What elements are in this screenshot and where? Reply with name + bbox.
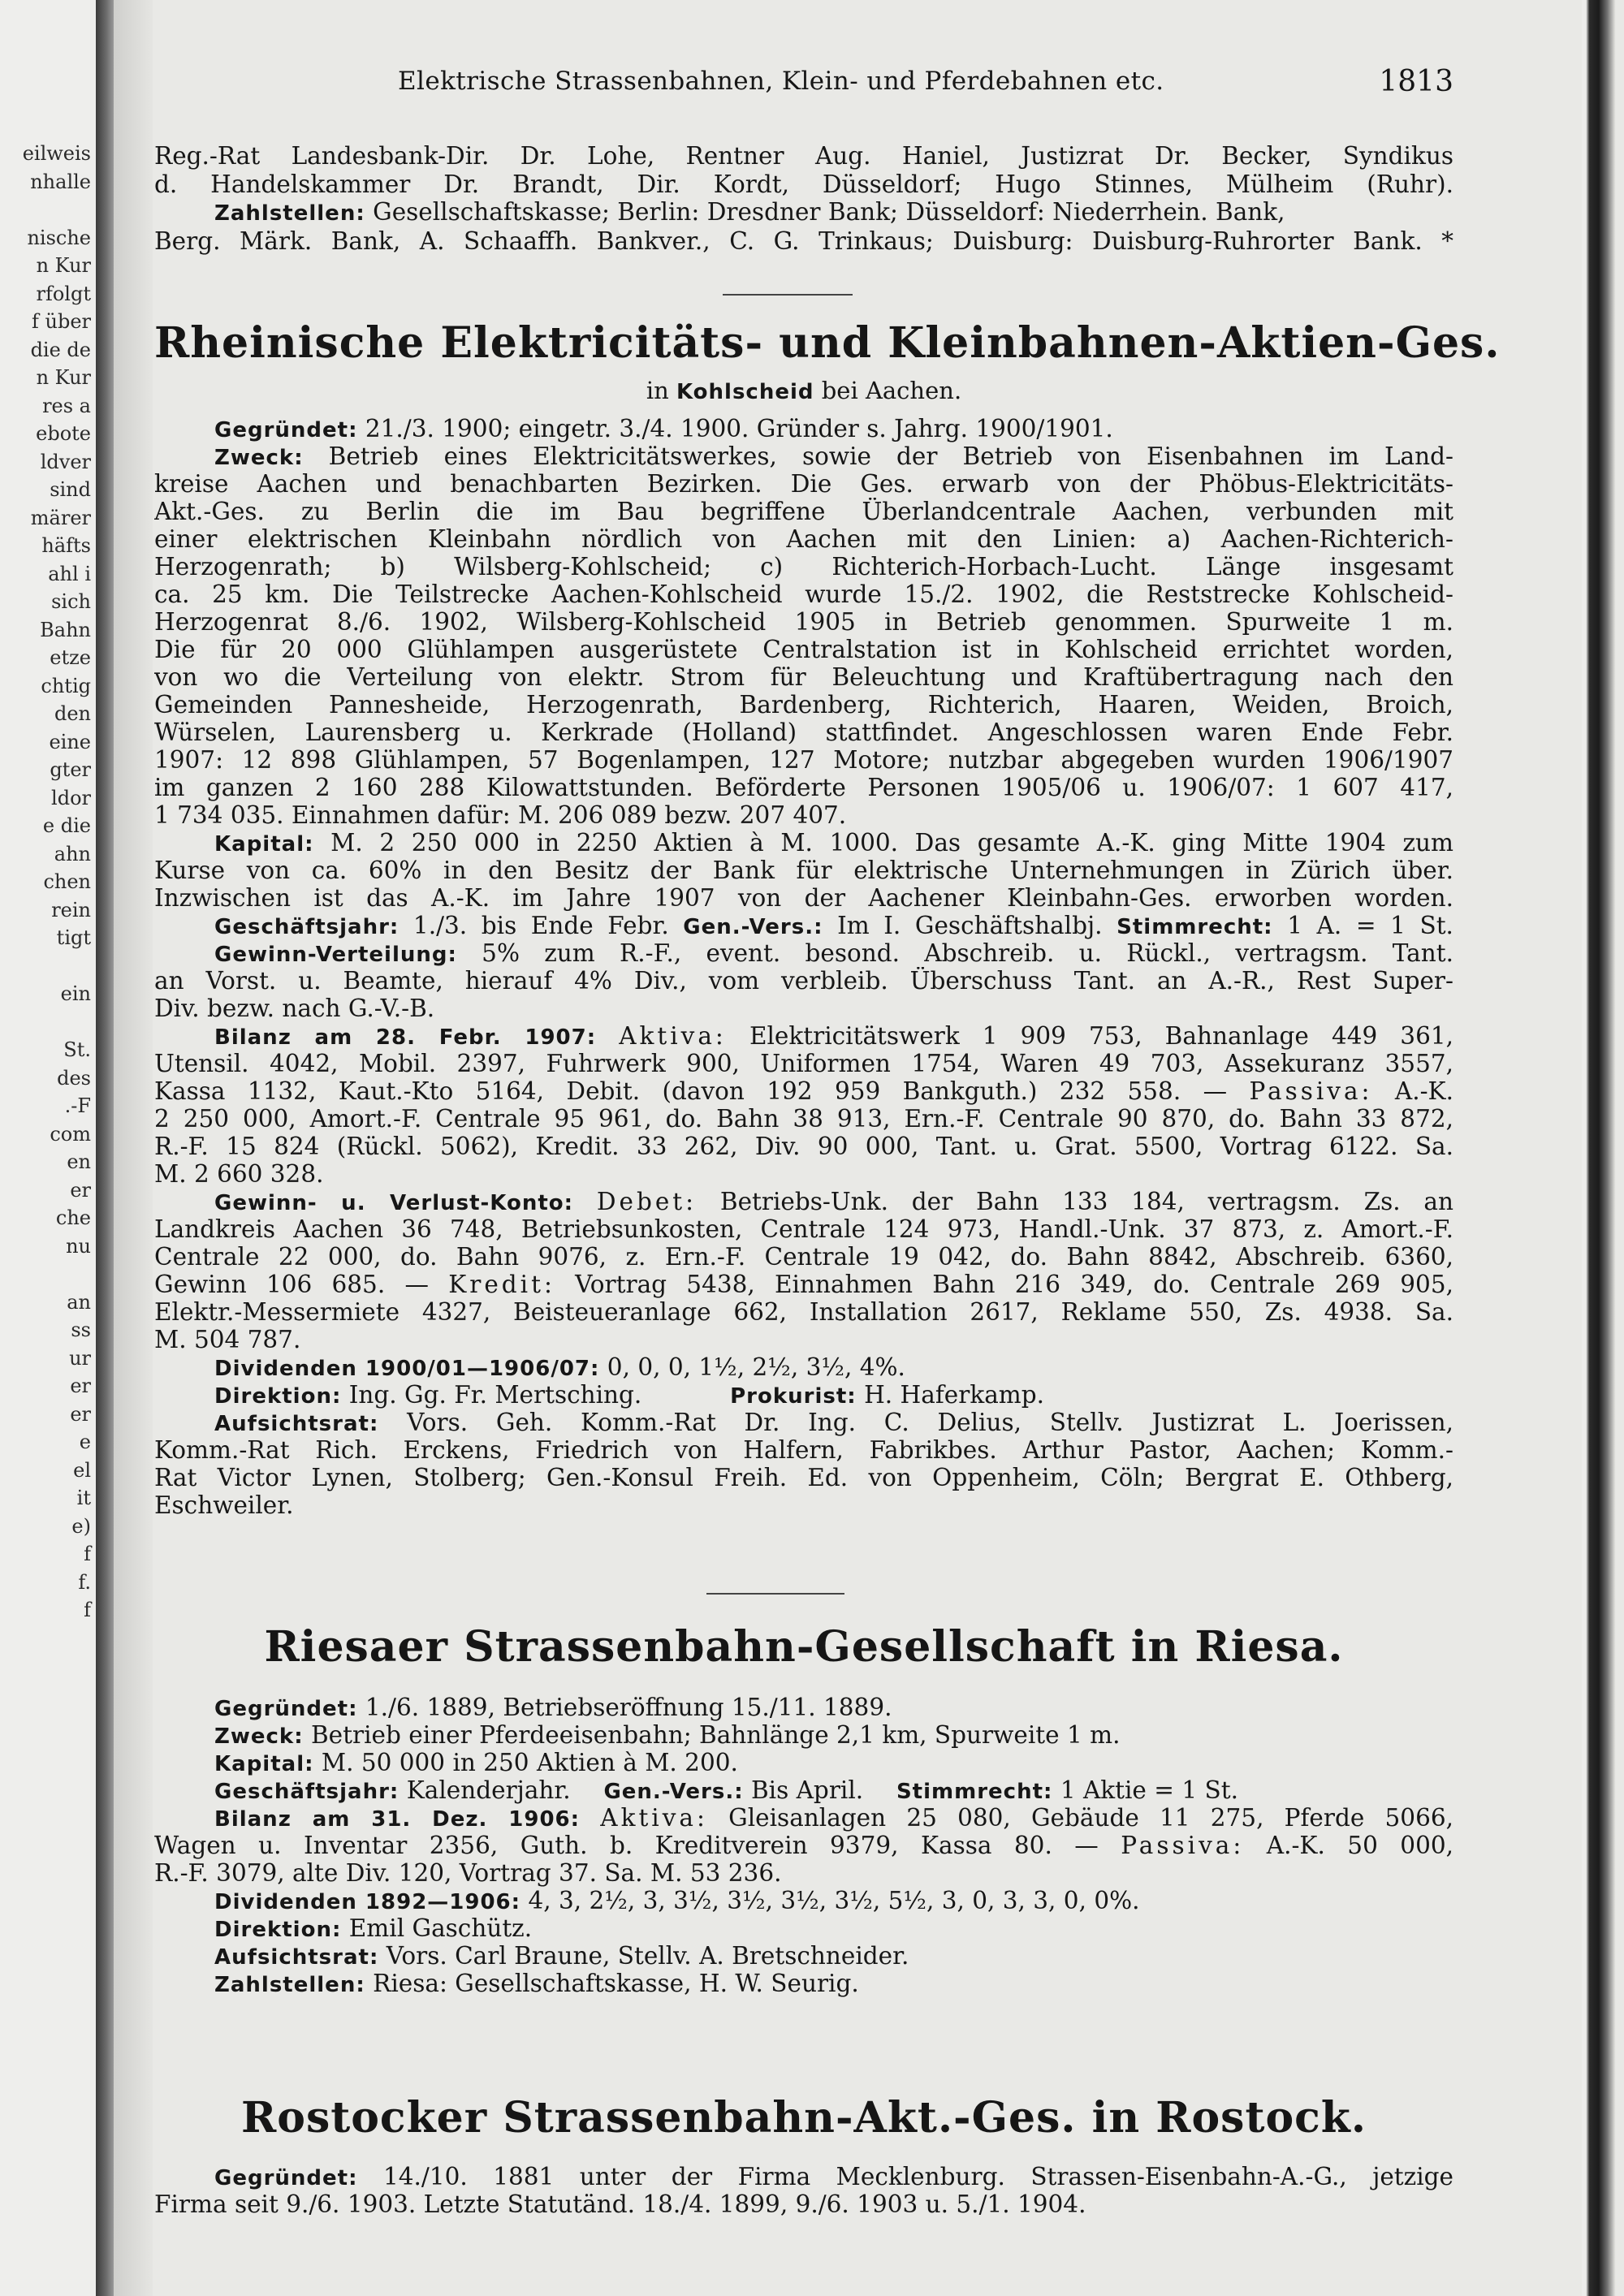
line-part: A.-K.	[1394, 1077, 1453, 1105]
field-value: 0, 0, 0, 1½, 2½, 3½, 4%.	[607, 1353, 905, 1381]
dividenden-entry	[214, 1887, 1453, 1916]
line-part: Vortrag 5438, Einnahmen Bahn 216 349, do. Centrale 269 905,	[575, 1271, 1453, 1298]
text-line: Utensil. 4042, Mobil. 2397, Fuhrwerk 900, Uniformen 1754, Waren 49 703, Assekuranz 3557,	[154, 1050, 1453, 1077]
zweck-entry	[214, 1721, 1453, 1750]
adjacent-page-fragment: ur	[69, 1346, 91, 1370]
field-key: Dividenden 1900/01—1906/07:	[214, 1357, 600, 1381]
field-key: Stimmrecht:	[896, 1780, 1053, 1804]
zweck-entry	[214, 442, 1453, 472]
field-value: 14./10. 1881 unter der Firma Mecklenburg. Strassen-Eisenbahn-A.-G., jetzige	[382, 2163, 1453, 2190]
adjacent-page-fragment: ahn	[54, 842, 91, 865]
debet-label: Debet:	[596, 1188, 698, 1215]
field-value: Gleisanlagen 25 080, Gebäude 11 275, Pferde 5066,	[728, 1804, 1453, 1832]
adjacent-page-fragment: St.	[63, 1038, 91, 1061]
field-key: Kapital:	[214, 1752, 314, 1776]
field-key: Gegründet:	[214, 1697, 358, 1721]
line-part: Kassa 1132, Kaut.-Kto 5164, Debit. (davon 192 959 Bankguth.) 232 558. —	[154, 1077, 1228, 1105]
field-value: Vors. Geh. Komm.-Rat Dr. Ing. C. Delius, Stellv. Justizrat L. Joerissen,	[407, 1409, 1453, 1436]
text-line: Div. bezw. nach G.-V.-B.	[154, 995, 435, 1022]
field-value: Ing. Gg. Fr. Mertsching.	[348, 1381, 642, 1409]
adjacent-page-fragment: f	[84, 1599, 91, 1621]
adjacent-page-fragment: e)	[71, 1514, 91, 1538]
text-line: R.-F. 3079, alte Div. 120, Vortrag 37. Sa. M. 53 236.	[154, 1859, 782, 1887]
gegruendet-entry	[214, 1694, 1453, 1723]
text-line: Die für 20 000 Glühlampen ausgerüstete Centralstation ist in Kohlscheid errichtet worden,	[154, 636, 1453, 663]
field-value: Vors. Carl Braune, Stellv. A. Bretschneider.	[386, 1942, 909, 1970]
adjacent-page-fragment: com	[50, 1122, 91, 1146]
adjacent-page-fragment: en	[67, 1150, 91, 1173]
text-line: von wo die Verteilung von elektr. Strom für Beleuchtung und Kraftübertragung nach den	[154, 663, 1453, 691]
adjacent-page-fragment: rein	[51, 898, 91, 921]
text-line: 1907: 12 898 Glühlampen, 57 Bogenlampen, 127 Motore; nutzbar abgegeben wurden 1906/1907	[154, 746, 1453, 774]
aktiva-label: Aktiva:	[619, 1022, 727, 1050]
company-title: Rostocker Strassenbahn-Akt.-Ges. in Rostock.	[241, 2093, 1367, 2143]
adjacent-page-fragment: n Kur	[36, 366, 91, 389]
adjacent-page-fragment: an	[67, 1290, 91, 1314]
field-key: Gewinn- u. Verlust-Konto:	[214, 1191, 574, 1215]
adjacent-page-fragment: er	[70, 1375, 91, 1397]
field-value: M. 50 000 in 250 Aktien à M. 200.	[321, 1749, 738, 1776]
section-divider	[723, 294, 853, 296]
field-key: Gen.-Vers.:	[683, 915, 823, 939]
company-title: Rheinische Elektricitäts- und Kleinbahnen-Aktien-Ges.	[154, 318, 1501, 368]
text-line	[154, 1271, 1453, 1298]
field-key: Zweck:	[214, 446, 304, 470]
field-value: 1./3. bis Ende Febr.	[412, 912, 669, 939]
field-key: Direktion:	[214, 1918, 342, 1942]
adjacent-page-fragment: gter	[50, 758, 91, 781]
adjacent-page-fragment: etze	[50, 646, 91, 669]
line-part: Gewinn 106 685. —	[154, 1271, 429, 1298]
aufsichtsrat-entry	[214, 1409, 1453, 1438]
location-place: Kohlscheid	[676, 380, 814, 404]
text-line: Firma seit 9./6. 1903. Letzte Statutänd. 18./4. 1899, 9./6. 1903 u. 5./1. 1904.	[154, 2190, 1086, 2218]
field-key: Zahlstellen:	[214, 1973, 365, 1997]
adjacent-page-fragment: häfts	[41, 534, 91, 557]
text-line: Herzogenrat 8./6. 1902, Wilsberg-Kohlscheid 1905 in Betrieb genommen. Spurweite 1 m.	[154, 608, 1453, 636]
field-value: 4, 3, 2½, 3, 3½, 3½, 3½, 3½, 5½, 3, 0, 3, 3, 0, 0%.	[528, 1887, 1140, 1914]
adjacent-page-fragment: f	[84, 1543, 91, 1565]
adjacent-page-fragment: che	[55, 1206, 91, 1229]
field-key: Zahlstellen:	[214, 201, 365, 226]
text-line: Rat Victor Lynen, Stolberg; Gen.-Konsul Freih. Ed. von Oppenheim, Cöln; Bergrat E. Othberg,	[154, 1464, 1453, 1491]
adjacent-page-fragment: f.	[78, 1570, 91, 1594]
field-value: Bis April.	[751, 1776, 864, 1804]
adjacent-page-fragment: nu	[66, 1234, 91, 1258]
adjacent-page-fragment: ebote	[36, 422, 91, 445]
field-value: 1./6. 1889, Betriebseröffnung 15./11. 1889.	[365, 1694, 892, 1721]
adjacent-page-fragment: tigt	[56, 926, 91, 949]
adjacent-page-fragment: nhalle	[30, 170, 91, 193]
field-value: 5% zum R.-F., event. besond. Abschreib. u. Rückl., vertragsm. Tant.	[482, 939, 1453, 967]
passiva-label: Passiva:	[1121, 1832, 1245, 1859]
kapital-entry	[214, 829, 1453, 858]
field-key: Aufsichtsrat:	[214, 1412, 379, 1436]
aufsichtsrat-entry	[214, 1942, 1453, 1971]
field-value: H. Haferkamp.	[864, 1381, 1045, 1409]
field-value: Kalenderjahr.	[406, 1776, 571, 1804]
direktion-entry	[214, 1381, 1453, 1410]
field-key: Gen.-Vers.:	[603, 1780, 744, 1804]
text-line: Inzwischen ist das A.-K. im Jahre 1907 von der Aachener Kleinbahn-Ges. erworben worden.	[154, 884, 1453, 912]
adjacent-page-fragment: it	[76, 1487, 91, 1509]
text-line: einer elektrischen Kleinbahn nördlich von Aachen mit den Linien: a) Aachen-Richterich-	[154, 525, 1453, 553]
adjacent-page-fragment: ss	[71, 1318, 91, 1341]
gegruendet-entry	[214, 2163, 1453, 2192]
text-line: an Vorst. u. Beamte, hierauf 4% Div., vom verbleib. Überschuss Tant. an A.-R., Rest Super-	[154, 967, 1453, 995]
text-line: ca. 25 km. Die Teilstrecke Aachen-Kohlscheid wurde 15./2. 1902, die Reststrecke Kohlscheid-	[154, 580, 1453, 608]
adjacent-page-fragment: res a	[42, 394, 91, 417]
field-value: 1 A. = 1 St.	[1287, 912, 1453, 939]
field-key: Geschäftsjahr:	[214, 1780, 400, 1804]
gewinnverteilung-entry	[214, 939, 1453, 969]
intro-line: d. Handelskammer Dr. Brandt, Dir. Kordt, Düsseldorf; Hugo Stinnes, Mülheim (Ruhr).	[154, 170, 1453, 198]
direktion-entry	[214, 1914, 1453, 1944]
gegruendet-entry	[214, 415, 1453, 444]
aktiva-label: Aktiva:	[600, 1804, 708, 1832]
adjacent-page-fragment: des	[57, 1066, 91, 1090]
adjacent-page-fragment: eine	[49, 730, 91, 753]
running-title: Elektrische Strassenbahnen, Klein- und Pferdebahnen etc.	[398, 67, 1164, 96]
adjacent-page-fragment: .-F	[64, 1094, 91, 1117]
adjacent-page-fragment: sind	[50, 478, 91, 501]
field-key: Zweck:	[214, 1724, 304, 1749]
text-line: Herzogenrath; b) Wilsberg-Kohlscheid; c) Richterich-Horbach-Lucht. Länge insgesamt	[154, 553, 1453, 580]
adjacent-page-fragment: n Kur	[36, 254, 91, 277]
text-line: 2 250 000, Amort.-F. Centrale 95 961, do. Bahn 38 913, Ern.-F. Centrale 90 870, do. Bahn 33 872,	[154, 1105, 1453, 1133]
running-head	[154, 67, 1453, 107]
adjacent-page-fragment: ldor	[51, 786, 91, 809]
adjacent-page-fragment: ldver	[40, 450, 91, 473]
field-value: Elektricitätswerk 1 909 753, Bahnanlage 449 361,	[749, 1022, 1453, 1050]
kapital-entry	[214, 1749, 1453, 1778]
field-value: 21./3. 1900; eingetr. 3./4. 1900. Gründer s. Jahrg. 1900/1901.	[365, 415, 1113, 442]
line-part: Wagen u. Inventar 2356, Guth. b. Kreditverein 9379, Kassa 80. —	[154, 1832, 1099, 1859]
field-value: Im I. Geschäftshalbj.	[837, 912, 1103, 939]
adjacent-page-fragment: ein	[60, 982, 91, 1005]
page-number: 1813	[1379, 65, 1453, 98]
text-line	[154, 1832, 1453, 1859]
text-line: im ganzen 2 160 288 Kilowattstunden. Beförderte Personen 1905/06 u. 1906/07: 1 607 417,	[154, 774, 1453, 801]
text-line: R.-F. 15 824 (Rückl. 5062), Kredit. 33 262, Div. 90 000, Tant. u. Grat. 5500, Vortrag 6122. Sa.	[154, 1133, 1453, 1160]
field-key: Bilanz am 31. Dez. 1906:	[214, 1807, 581, 1832]
adjacent-page-fragment: eilweis	[22, 142, 91, 165]
section-divider	[706, 1593, 844, 1595]
field-key: Prokurist:	[730, 1384, 857, 1409]
adjacent-page-fragment: die de	[30, 338, 91, 361]
page-edge	[1582, 0, 1624, 2296]
geschaeftsjahr-entry	[214, 1776, 1453, 1806]
zahlstellen-line: Berg. Märk. Bank, A. Schaaffh. Bankver., C. G. Trinkaus; Duisburg: Duisburg-Ruhrorter Bank. *	[154, 227, 1453, 255]
text-line: Eschweiler.	[154, 1491, 294, 1519]
adjacent-page-fragment: el	[73, 1458, 91, 1482]
location-suffix: bei Aachen.	[821, 377, 962, 404]
text-line: Landkreis Aachen 36 748, Betriebsunkosten, Centrale 124 973, Handl.-Unk. 37 873, z. Amort.-F.	[154, 1215, 1453, 1243]
book-gutter	[96, 0, 114, 2296]
field-key: Direktion:	[214, 1384, 342, 1409]
location-prefix: in	[646, 377, 669, 404]
field-key: Gegründet:	[214, 418, 358, 442]
adjacent-page-fragment: den	[54, 702, 91, 725]
adjacent-page-fragment: chen	[43, 870, 91, 893]
text-line: 1 734 035. Einnahmen dafür: M. 206 089 bezw. 207 407.	[154, 801, 847, 829]
kredit-label: Kredit:	[448, 1271, 555, 1298]
text-line: Gemeinden Pannesheide, Herzogenrath, Bardenberg, Richterich, Haaren, Weiden, Broich,	[154, 691, 1453, 719]
line-part: A.-K. 50 000,	[1266, 1832, 1453, 1859]
field-key: Bilanz am 28. Febr. 1907:	[214, 1025, 597, 1050]
text-line: Komm.-Rat Rich. Erckens, Friedrich von Halfern, Fabrikbes. Arthur Pastor, Aachen; Komm.-	[154, 1436, 1453, 1464]
company-location	[154, 377, 1453, 404]
adjacent-page-fragment: er	[70, 1178, 91, 1202]
adjacent-page-fragment: märer	[30, 506, 91, 529]
field-value: Betriebs-Unk. der Bahn 133 184, vertragsm. Zs. an	[719, 1188, 1453, 1215]
bilanz-entry	[214, 1022, 1453, 1051]
field-value: Emil Gaschütz.	[348, 1914, 533, 1942]
guv-entry	[214, 1188, 1453, 1217]
company-title: Riesaer Strassenbahn-Gesellschaft in Riesa.	[264, 1622, 1344, 1672]
dividenden-entry	[214, 1353, 1453, 1383]
field-value: Gesellschaftskasse; Berlin: Dresdner Bank; Düsseldorf: Niederrhein. Bank,	[373, 198, 1285, 226]
text-line: M. 2 660 328.	[154, 1160, 324, 1188]
zahlstellen-entry	[214, 198, 1453, 227]
field-value: 1 Aktie = 1 St.	[1060, 1776, 1238, 1804]
field-key: Gegründet:	[214, 2166, 358, 2190]
field-value: Betrieb eines Elektricitätswerkes, sowie der Betrieb von Eisenbahnen im Land-	[328, 442, 1453, 470]
text-line: kreise Aachen und benachbarten Bezirken. Die Ges. erwarb von der Phöbus-Elektricitäts-	[154, 470, 1453, 498]
field-key: Aufsichtsrat:	[214, 1945, 379, 1970]
bilanz-entry	[214, 1804, 1453, 1833]
adjacent-page-fragment: nische	[27, 226, 91, 249]
text-line: Akt.-Ges. zu Berlin die im Bau begriffene Überlandcentrale Aachen, verbunden mit	[154, 498, 1453, 525]
field-value: Riesa: Gesellschaftskasse, H. W. Seurig.	[373, 1970, 859, 1997]
adjacent-page-fragment: ahl i	[48, 562, 91, 585]
field-key: Gewinn-Verteilung:	[214, 943, 457, 967]
text-line: Centrale 22 000, do. Bahn 9076, z. Ern.-F. Centrale 19 042, do. Bahn 8842, Abschreib. 6360,	[154, 1243, 1453, 1271]
field-value: M. 2 250 000 in 2250 Aktien à M. 1000. Das gesamte A.-K. ging Mitte 1904 zum	[330, 829, 1453, 857]
adjacent-page-fragment: e	[79, 1431, 91, 1453]
adjacent-page-fragment: sich	[51, 590, 91, 613]
field-key: Geschäftsjahr:	[214, 915, 400, 939]
text-line: Kurse von ca. 60% in den Besitz der Bank für elektrische Unternehmungen in Zürich über.	[154, 857, 1453, 884]
text-line: M. 504 787.	[154, 1326, 301, 1353]
zahlstellen-entry	[214, 1970, 1453, 1999]
adjacent-page-fragment: f über	[31, 310, 91, 333]
field-key: Dividenden 1892—1906:	[214, 1890, 521, 1914]
page-margin	[114, 0, 153, 2296]
field-value: Betrieb einer Pferdeeisenbahn; Bahnlänge 2,1 km, Spurweite 1 m.	[311, 1721, 1121, 1749]
page-body	[154, 0, 1501, 2296]
adjacent-page-strip	[0, 0, 96, 2296]
text-line	[154, 1077, 1453, 1105]
adjacent-page-fragment: chtig	[41, 674, 91, 697]
field-key: Kapital:	[214, 832, 314, 857]
field-key: Stimmrecht:	[1116, 915, 1273, 939]
geschaeftsjahr-entry	[214, 912, 1453, 941]
adjacent-page-fragment: er	[70, 1402, 91, 1426]
adjacent-page-fragment: e die	[42, 814, 91, 837]
intro-line: Reg.-Rat Landesbank-Dir. Dr. Lohe, Rentner Aug. Haniel, Justizrat Dr. Becker, Syndikus	[154, 142, 1453, 170]
adjacent-page-fragment: Bahn	[40, 618, 91, 641]
text-line: Elektr.-Messermiete 4327, Beisteueranlage 662, Installation 2617, Reklame 550, Zs. 4938. Sa.	[154, 1298, 1453, 1326]
passiva-label: Passiva:	[1249, 1077, 1373, 1105]
adjacent-page-fragment: rfolgt	[36, 282, 91, 305]
text-line: Würselen, Laurensberg u. Kerkrade (Holland) stattfindet. Angeschlossen waren Ende Febr.	[154, 719, 1453, 746]
